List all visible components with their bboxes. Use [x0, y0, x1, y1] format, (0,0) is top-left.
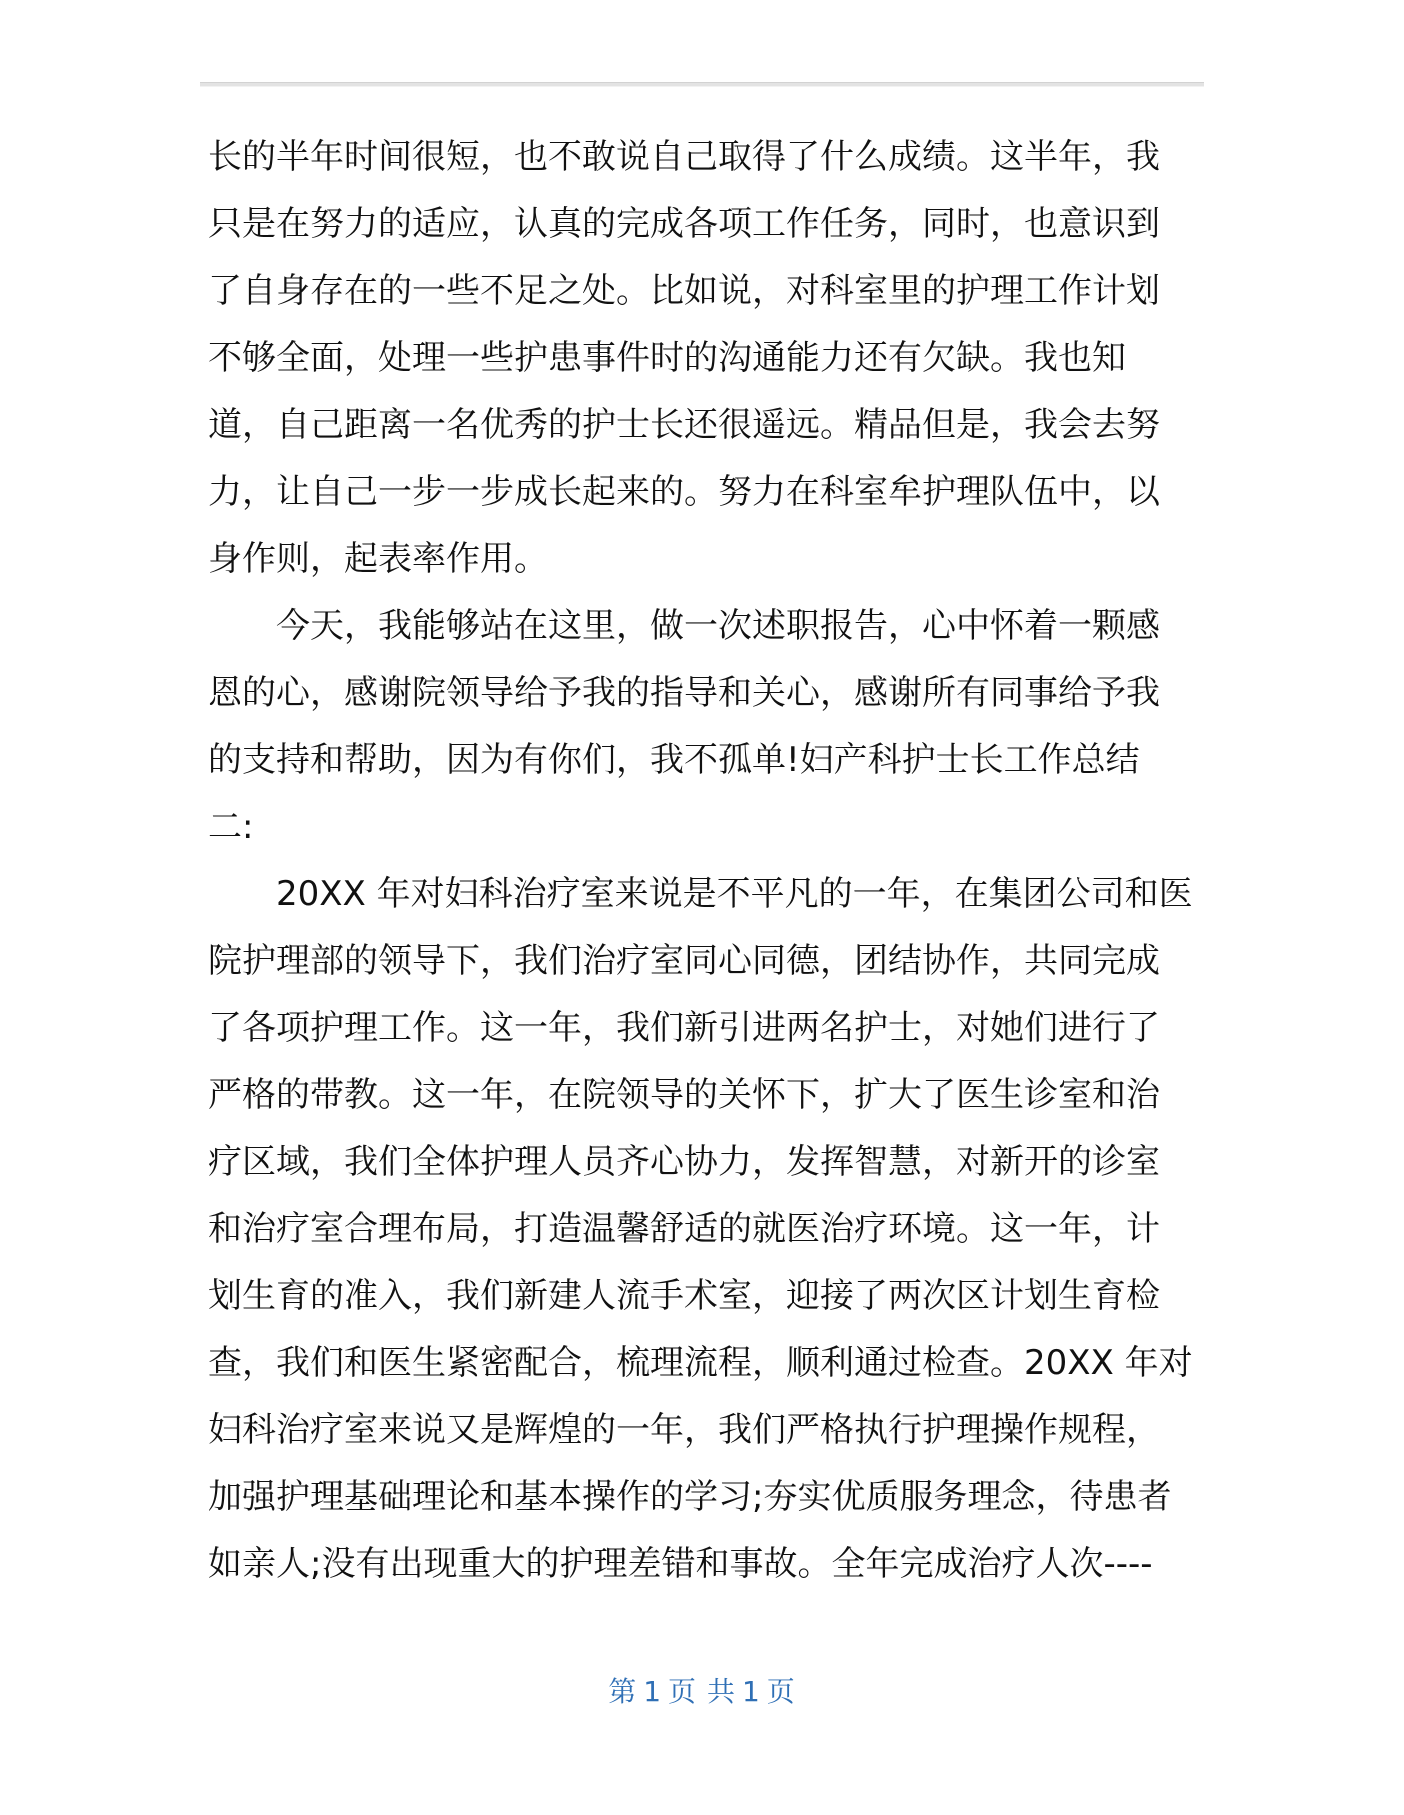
text-line: 道，自己距离一名优秀的护士长还很遥远。精品但是，我会去努: [208, 405, 1160, 445]
footer-suffix: 页: [766, 1675, 796, 1708]
text-line: 妇科治疗室来说又是辉煌的一年，我们严格执行护理操作规程，: [208, 1410, 1160, 1450]
text-line: 身作则，起表率作用。: [208, 539, 548, 579]
footer-middle: 页 共: [668, 1675, 736, 1708]
text-line: 了自身存在的一些不足之处。比如说，对科室里的护理工作计划: [208, 271, 1160, 311]
text-line: 20XX 年对妇科治疗室来说是不平凡的一年，在集团公司和医: [276, 874, 1193, 914]
text-line: 力，让自己一步一步成长起来的。努力在科室牟护理队伍中，以: [208, 472, 1160, 512]
text-line: 二:: [208, 807, 254, 847]
text-line: 查，我们和医生紧密配合，梳理流程，顺利通过检查。20XX 年对: [208, 1343, 1193, 1383]
text-line: 了各项护理工作。这一年，我们新引进两名护士，对她们进行了: [208, 1008, 1160, 1048]
text-line: 恩的心，感谢院领导给予我的指导和关心，感谢所有同事给予我: [208, 673, 1160, 713]
text-line: 的支持和帮助，因为有你们，我不孤单!妇产科护士长工作总结: [208, 740, 1140, 780]
text-line: 疗区域，我们全体护理人员齐心协力，发挥智慧，对新开的诊室: [208, 1142, 1160, 1182]
header-rule: [200, 82, 1204, 87]
text-line: 严格的带教。这一年，在院领导的关怀下，扩大了医生诊室和治: [208, 1075, 1160, 1115]
text-line: 长的半年时间很短，也不敢说自己取得了什么成绩。这半年，我: [208, 137, 1160, 177]
text-line: 院护理部的领导下，我们治疗室同心同德，团结协作，共同完成: [208, 941, 1160, 981]
page-footer: [0, 1670, 1404, 1710]
text-line: 加强护理基础理论和基本操作的学习;夯实优质服务理念，待患者: [208, 1477, 1172, 1517]
text-line: 如亲人;没有出现重大的护理差错和事故。全年完成治疗人次----: [208, 1544, 1153, 1584]
text-line: 和治疗室合理布局，打造温馨舒适的就医治疗环境。这一年，计: [208, 1209, 1160, 1249]
text-line: 今天，我能够站在这里，做一次述职报告，心中怀着一颗感: [276, 606, 1160, 646]
text-line: 划生育的准入，我们新建人流手术室，迎接了两次区计划生育检: [208, 1276, 1160, 1316]
footer-prefix: 第: [608, 1675, 638, 1708]
text-line: 不够全面，处理一些护患事件时的沟通能力还有欠缺。我也知: [208, 338, 1126, 378]
footer-total-pages: 1: [741, 1675, 761, 1708]
footer-page-number: 1: [643, 1675, 663, 1708]
text-line: 只是在努力的适应，认真的完成各项工作任务，同时，也意识到: [208, 204, 1160, 244]
document-body: [208, 124, 1208, 1598]
